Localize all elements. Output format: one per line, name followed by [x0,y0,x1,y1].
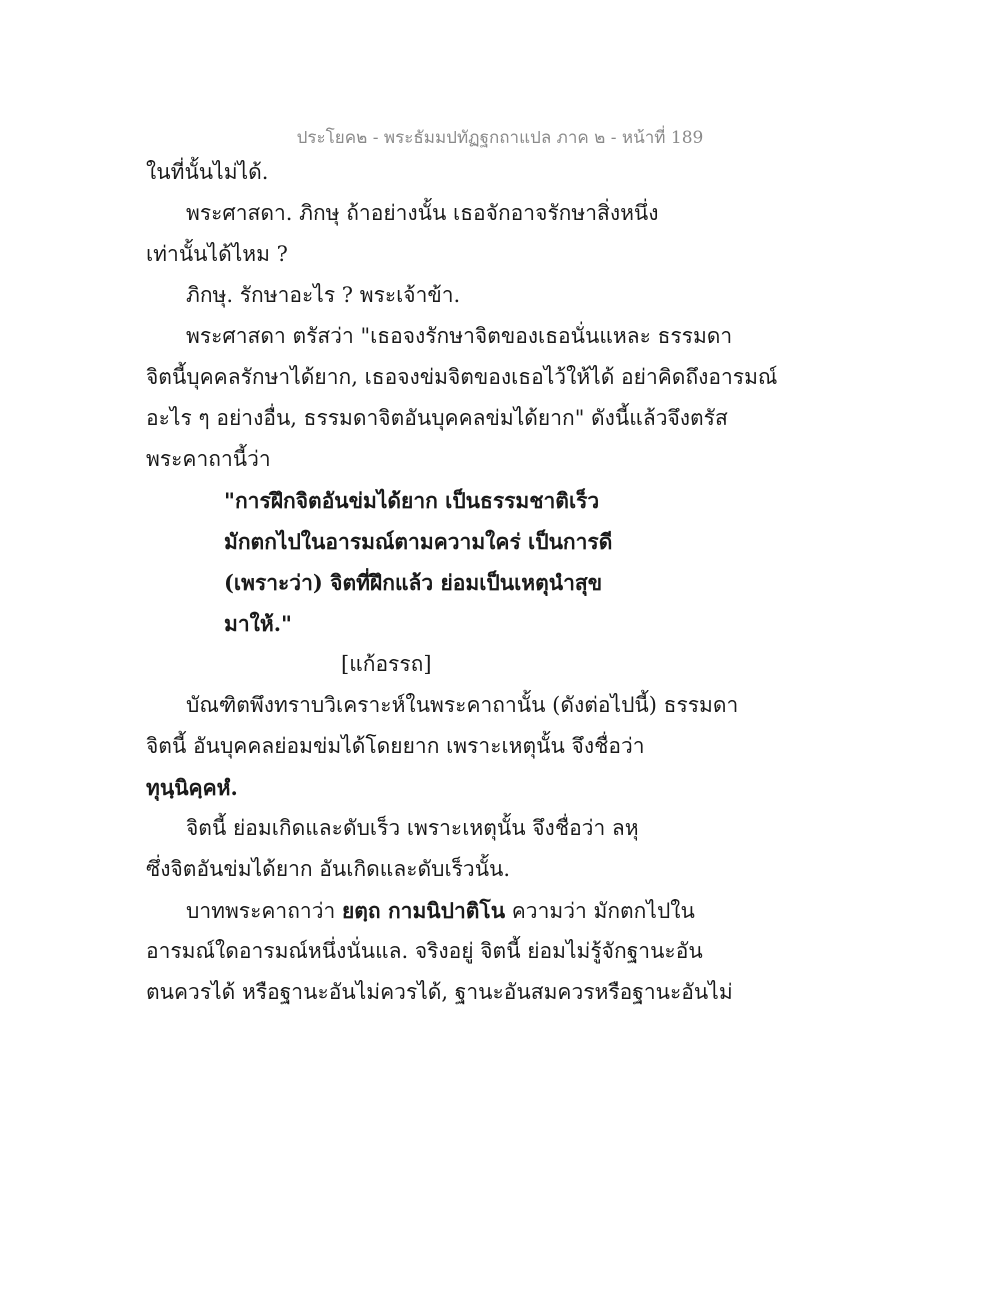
document-body [146,152,778,1013]
text-line: บัณฑิตพึงทราบวิเคราะห์ในพระคาถานั้น (ดังต่อไปนี้) ธรรมดา [186,693,739,717]
text-line: พระคาถานี้ว่า [146,447,271,471]
text-line: ซึ่งจิตอันข่มได้ยาก อันเกิดและดับเร็วนั้น. [146,857,511,881]
verse-line: "การฝึกจิตอันข่มได้ยาก เป็นธรรมชาติเร็ว [224,488,600,513]
text-line: ในที่นั้นไม่ได้. [146,160,269,184]
verse-line: มักตกไปในอารมณ์ตามความใคร่ เป็นการดี [224,529,613,554]
text-line: จิตนี้ ย่อมเกิดและดับเร็ว เพราะเหตุนั้น จึงชื่อว่า ลหุ [186,816,639,840]
text-line: ภิกษุ. รักษาอะไร ? พระเจ้าข้า. [186,283,461,307]
running-header: ประโยค๒ - พระธัมมปทัฏฐกถาแปล ภาค ๒ - หน้าที่ 189 [296,128,704,148]
text-line: ตนควรได้ หรือฐานะอันไม่ควรได้, ฐานะอันสมควรหรือฐานะอันไม่ [146,980,733,1004]
verse-line: มาให้." [224,611,292,636]
pali-term: ทุนฺนิคฺคหํ. [146,775,238,800]
verse-line: (เพราะว่า) จิตที่ฝึกแล้ว ย่อมเป็นเหตุนำสุข [224,570,603,595]
text-segment: ความว่า มักตกไปใน [505,899,695,923]
text-line: พระศาสดา. ภิกษุ ถ้าอย่างนั้น เธอจักอาจรักษาสิ่งหนึ่ง [186,201,659,225]
text-line: จิตนี้บุคคลรักษาได้ยาก, เธอจงข่มจิตของเธอไว้ให้ได้ อย่าคิดถึงอารมณ์ [146,365,778,389]
text-line: อารมณ์ใดอารมณ์หนึ่งนั่นแล. จริงอยู่ จิตนี้ ย่อมไม่รู้จักฐานะอัน [146,939,703,963]
pali-term: ยตฺถ กามนิปาติโน [341,898,506,923]
text-segment: บาทพระคาถาว่า [186,899,342,923]
section-heading: [แก้อรรถ] [341,652,432,676]
text-line: พระศาสดา ตรัสว่า "เธอจงรักษาจิตของเธอนั่นแหละ ธรรมดา [186,324,733,348]
text-line: เท่านั้นได้ไหม ? [146,242,288,266]
text-line: อะไร ๆ อย่างอื่น, ธรรมดาจิตอันบุคคลข่มได้ยาก" ดังนี้แล้วจึงตรัส [146,406,728,430]
text-line: จิตนี้ อันบุคคลย่อมข่มได้โดยยาก เพราะเหตุนั้น จึงชื่อว่า [146,734,645,758]
text-line [146,890,766,931]
